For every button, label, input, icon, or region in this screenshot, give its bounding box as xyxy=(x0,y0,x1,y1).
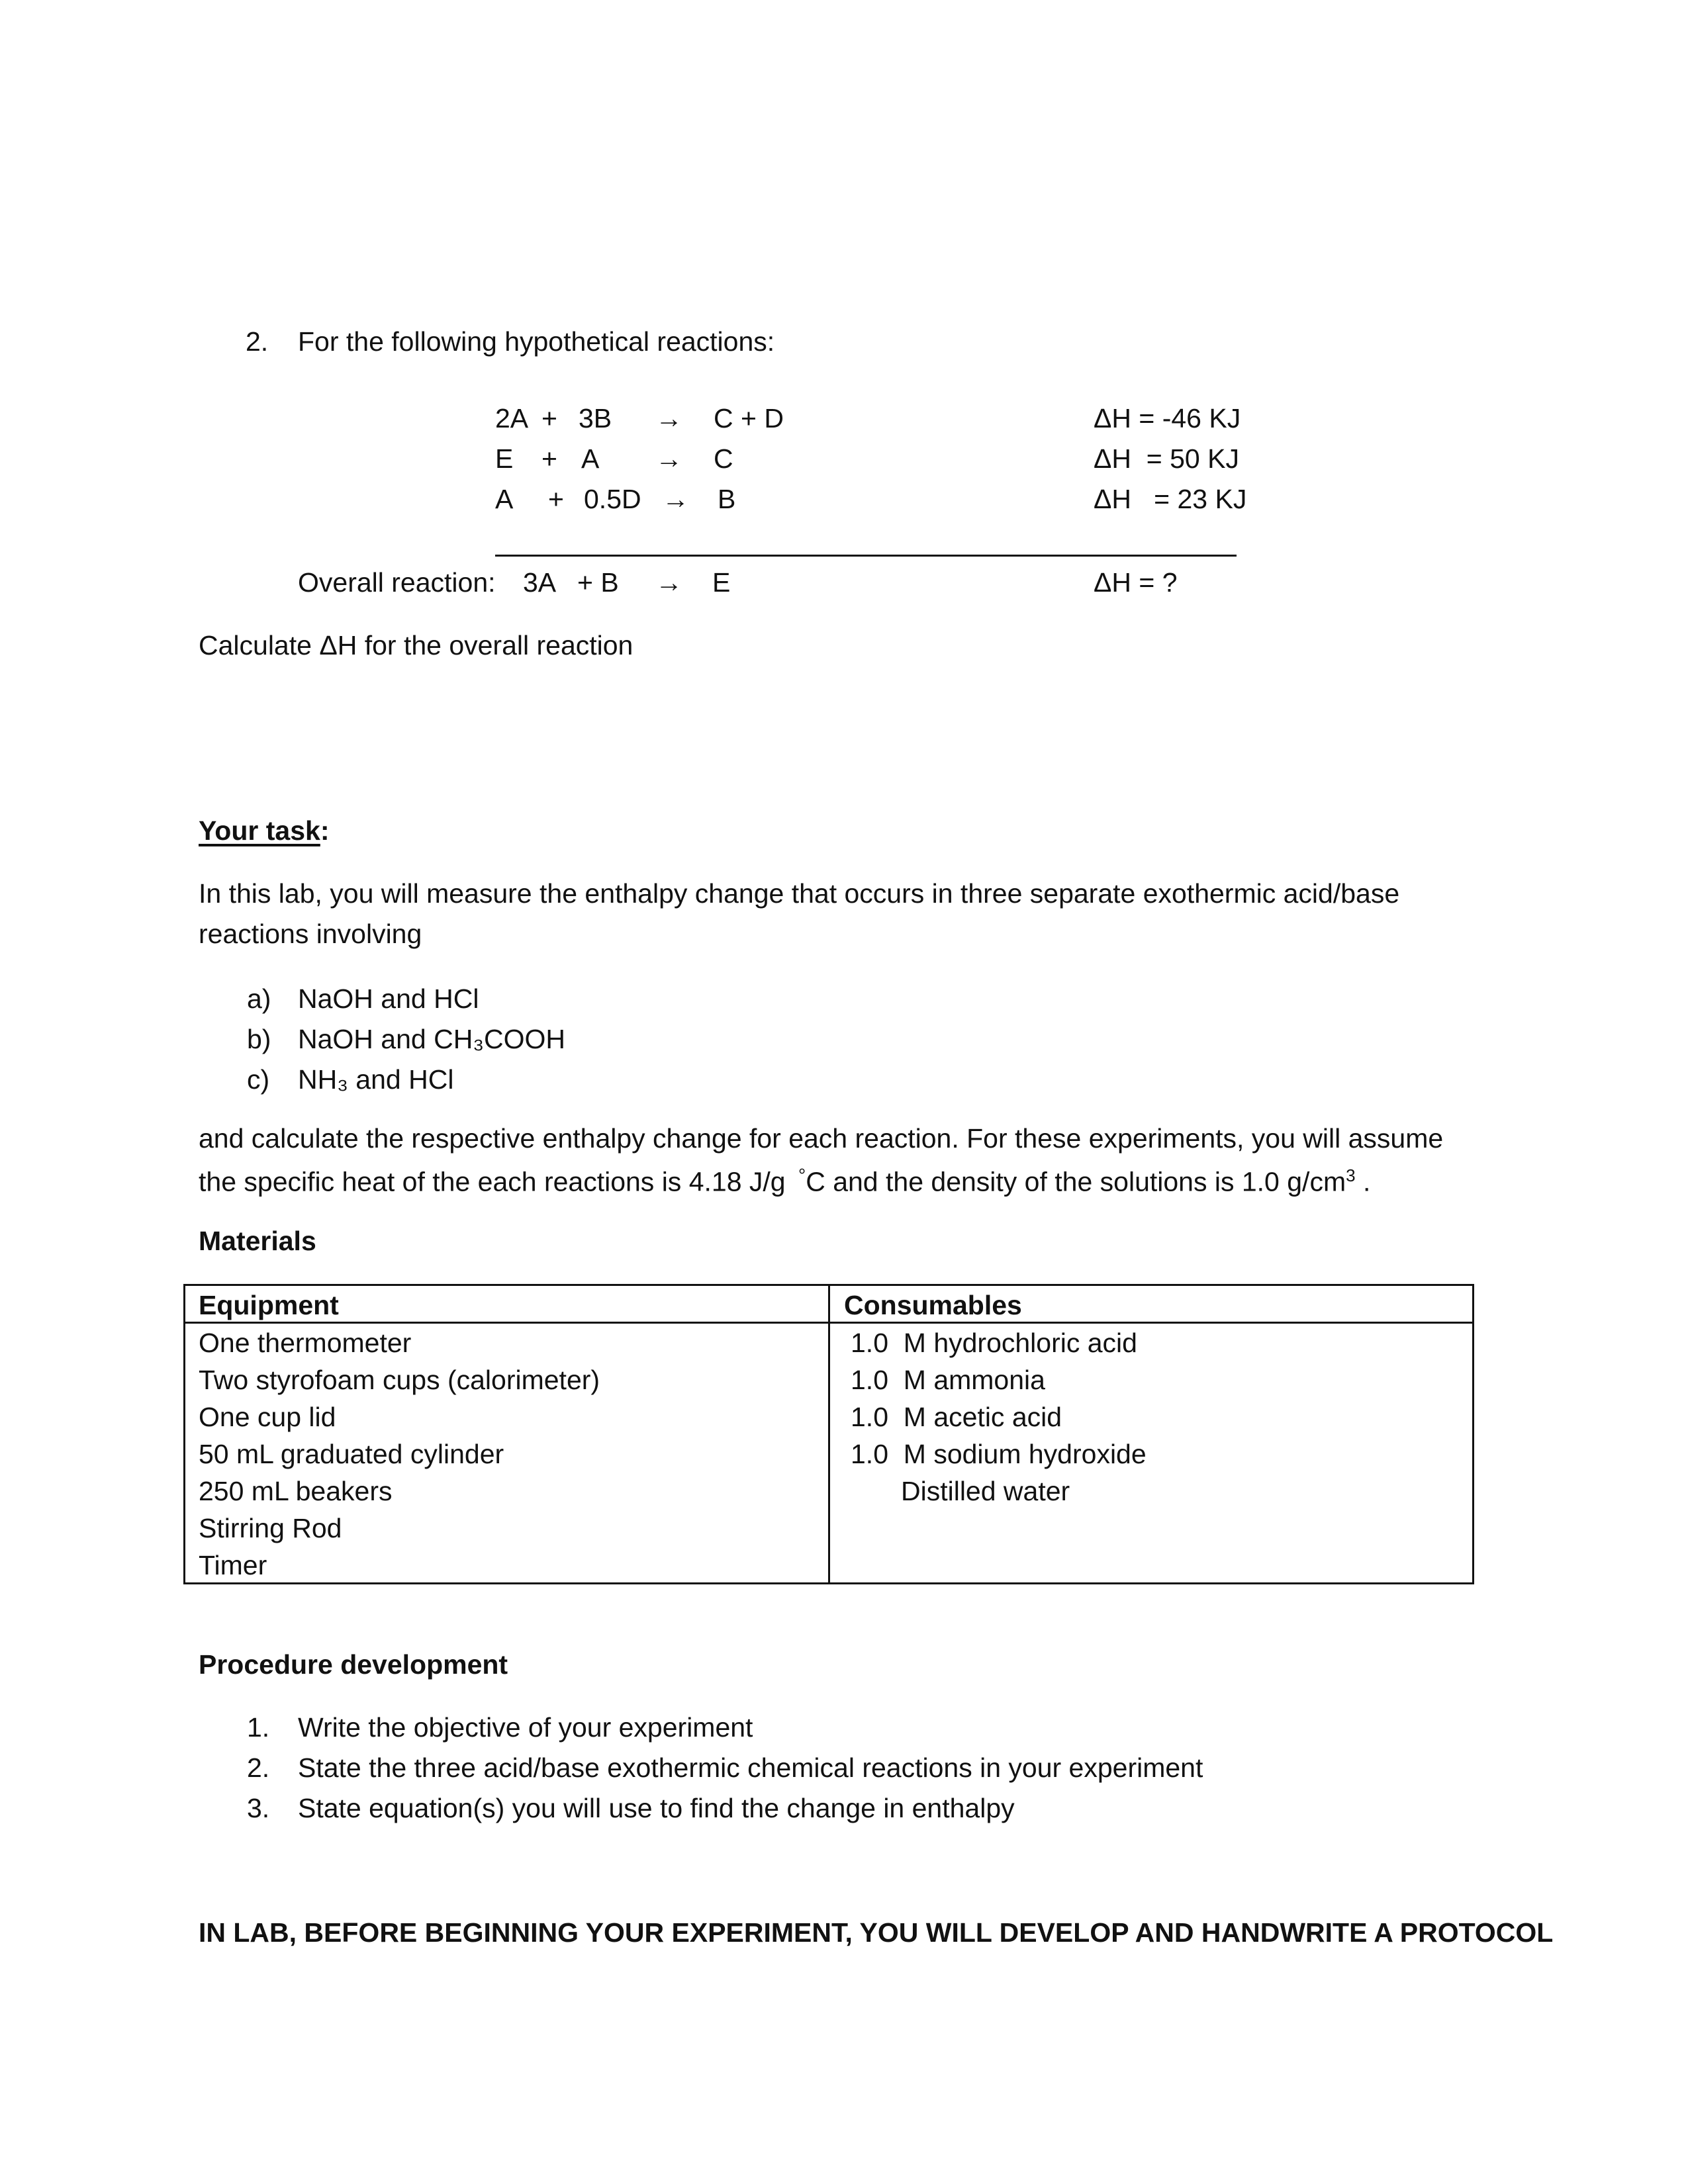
table-column-divider xyxy=(828,1284,830,1584)
overall-lhs: 3A + B xyxy=(523,567,619,598)
overall-rhs: E xyxy=(712,567,731,598)
list-item: One cup lid xyxy=(199,1402,336,1432)
task-paragraph-line: In this lab, you will measure the enthalpy change that occurs in three separate exothermic acid/base xyxy=(199,878,1400,909)
consumables-list xyxy=(851,1324,1147,1510)
reaction-enthalpy: ΔH = -46 KJ xyxy=(1094,403,1241,433)
reaction-dh-column xyxy=(1094,398,1246,520)
procedure-step-numbers xyxy=(247,1707,269,1829)
calculate-instruction: Calculate ΔH for the overall reaction xyxy=(199,630,633,660)
sum-rule xyxy=(495,555,1237,557)
list-item: One thermometer xyxy=(199,1328,412,1358)
procedure-step: Write the objective of your experiment xyxy=(298,1712,753,1743)
degree-symbol: ° xyxy=(798,1165,806,1185)
reaction-lhs1: E xyxy=(495,443,514,474)
consumables-header: Consumables xyxy=(844,1290,1022,1320)
reaction-products: C + D xyxy=(714,403,784,433)
list-item: 1.0 M acetic acid xyxy=(851,1402,1062,1432)
reaction-plus: + xyxy=(541,443,557,474)
reaction-products: C xyxy=(714,443,733,474)
reaction-lhs2: A xyxy=(581,443,600,474)
reaction-arrow-column xyxy=(655,398,689,520)
text-segment: the specific heat of the each reactions is 4.18 J/g xyxy=(199,1166,786,1197)
list-item: Timer xyxy=(199,1550,267,1580)
equipment-list xyxy=(199,1324,600,1584)
arrow-icon: → xyxy=(655,403,682,433)
task-paragraph-line xyxy=(199,1166,1370,1196)
list-item: NaOH and CH₃COOH xyxy=(298,1024,566,1054)
reaction-list xyxy=(298,979,565,1100)
task-heading xyxy=(199,817,329,844)
list-item: NaOH and HCl xyxy=(298,983,479,1014)
list-item: Stirring Rod xyxy=(199,1513,342,1543)
reaction-lhs1: 2A xyxy=(495,403,529,433)
reaction-plus: + xyxy=(541,403,557,433)
list-item: 1.0 M hydrochloric acid xyxy=(851,1328,1137,1358)
reaction-lhs1: A xyxy=(495,484,514,514)
task-heading-text: Your task xyxy=(199,815,320,846)
arrow-icon: → xyxy=(662,484,689,514)
procedure-step: State the three acid/base exothermic chemical reactions in your experiment xyxy=(298,1752,1203,1783)
reaction-enthalpy: ΔH = 23 KJ xyxy=(1094,484,1247,514)
list-item: 250 mL beakers xyxy=(199,1476,393,1506)
list-item: NH₃ and HCl xyxy=(298,1064,454,1095)
reaction-plus-column xyxy=(541,398,564,520)
procedure-step: State equation(s) you will use to find the change in enthalpy xyxy=(298,1793,1015,1823)
arrow-icon: → xyxy=(655,567,682,598)
question-number: 2. xyxy=(246,326,269,357)
text-segment: C and the density of the solutions is 1.0 g/cm xyxy=(806,1166,1346,1197)
list-item: 1.0 M sodium hydroxide xyxy=(851,1439,1147,1469)
list-item-label: c) xyxy=(247,1064,270,1095)
arrow-icon: → xyxy=(655,443,682,474)
task-paragraph-line: and calculate the respective enthalpy change for each reaction. For these experiments, you will assume xyxy=(199,1123,1444,1154)
procedure-heading: Procedure development xyxy=(199,1649,508,1680)
reaction-list-labels xyxy=(247,979,271,1100)
materials-heading: Materials xyxy=(199,1226,316,1256)
reaction-lhs2: 0.5D xyxy=(584,484,641,514)
superscript: 3 xyxy=(1346,1165,1356,1185)
step-number: 1. xyxy=(247,1712,270,1743)
step-number: 3. xyxy=(247,1793,270,1823)
reaction-products: B xyxy=(718,484,736,514)
task-paragraph-line: reactions involving xyxy=(199,919,422,949)
table-left-border xyxy=(183,1284,185,1584)
table-right-border xyxy=(1472,1284,1474,1584)
procedure-steps xyxy=(298,1707,1203,1829)
reaction-lhs2-column xyxy=(576,398,641,520)
reaction-lhs1-column xyxy=(495,398,528,520)
overall-enthalpy: ΔH = ? xyxy=(1094,567,1178,598)
footer-instruction: IN LAB, BEFORE BEGINNING YOUR EXPERIMENT, YOU WILL DEVELOP AND HANDWRITE A PROTOCOL xyxy=(199,1917,1554,1948)
step-number: 2. xyxy=(247,1752,270,1783)
question-intro: For the following hypothetical reactions: xyxy=(298,326,775,357)
list-item: Two styrofoam cups (calorimeter) xyxy=(199,1365,600,1395)
list-item-label: a) xyxy=(247,983,271,1014)
list-item-label: b) xyxy=(247,1024,271,1054)
text-segment: . xyxy=(1355,1166,1371,1197)
reaction-plus: + xyxy=(548,484,564,514)
list-item: 1.0 M ammonia xyxy=(851,1365,1045,1395)
reaction-products-column xyxy=(714,398,784,520)
list-item: 50 mL graduated cylinder xyxy=(199,1439,504,1469)
reaction-enthalpy: ΔH = 50 KJ xyxy=(1094,443,1239,474)
list-item: Distilled water xyxy=(901,1476,1070,1506)
reaction-lhs2: 3B xyxy=(579,403,612,433)
equipment-header: Equipment xyxy=(199,1290,339,1320)
overall-label: Overall reaction: xyxy=(298,567,496,598)
task-heading-colon: : xyxy=(320,815,330,846)
